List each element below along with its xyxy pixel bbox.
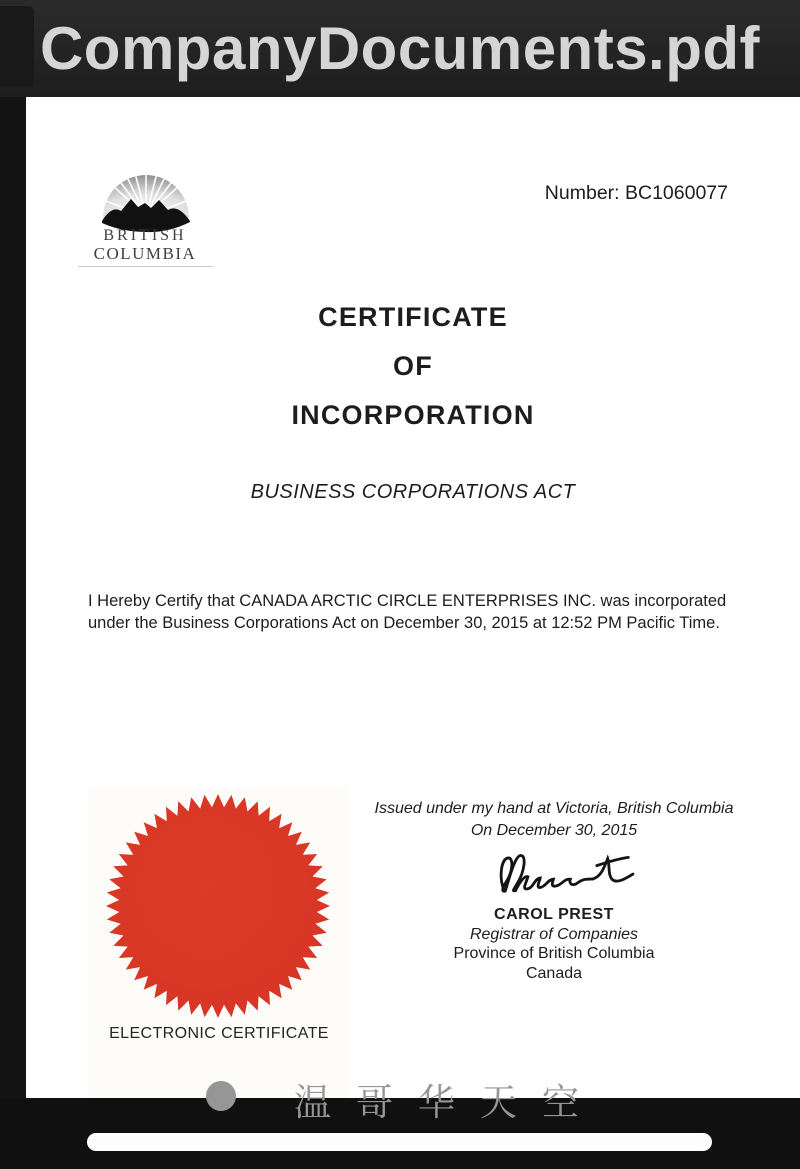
registrar-name: CAROL PREST	[494, 906, 614, 923]
certificate-title-line1: CERTIFICATE	[318, 302, 508, 332]
red-seal-icon	[103, 791, 333, 1021]
logo-underline	[78, 266, 213, 267]
logo-word-british: BRITISH	[103, 227, 187, 244]
document-filename: CompanyDocuments.pdf	[39, 15, 761, 82]
seal-starburst-shape	[106, 794, 330, 1018]
registrar-signature-icon	[492, 845, 642, 895]
registrar-country: Canada	[525, 964, 583, 982]
document-page[interactable]	[26, 97, 800, 1098]
bottom-bar	[0, 1082, 800, 1169]
incorporation-number: Number: BC1060077	[544, 182, 728, 204]
logo-word-columbia: COLUMBIA	[93, 244, 197, 263]
next-page-partial-text: 温哥华天空	[294, 1082, 604, 1123]
british-columbia-logo-icon	[102, 176, 190, 232]
act-name: BUSINESS CORPORATIONS ACT	[250, 481, 576, 503]
registrar-province: Province of British Columbia	[453, 945, 655, 962]
titlebar	[0, 0, 800, 97]
next-page-preview-strip	[0, 1082, 800, 1123]
issuance-line1: Issued under my hand at Victoria, British Columbia	[374, 800, 734, 817]
certification-statement: I Hereby Certify that CANADA ARCTIC CIRCLE ENTERPRISES INC. was incorporated under the Business Corporations Act on December 30, 2015 at 12:52 PM Pacific Time.	[88, 592, 727, 632]
registrar-title: Registrar of Companies	[469, 925, 639, 943]
seal-caption: ELECTRONIC CERTIFICATE	[109, 1025, 329, 1042]
issuance-block	[314, 798, 794, 842]
certificate-title	[26, 293, 800, 440]
british-columbia-logo-text	[54, 228, 236, 262]
home-indicator[interactable]	[87, 1133, 712, 1151]
next-page-circle-logo-icon	[206, 1081, 236, 1111]
certificate-title-line2: OF	[393, 351, 433, 381]
issuance-line2: On December 30, 2015	[470, 822, 638, 839]
certificate-title-line3: INCORPORATION	[291, 400, 535, 430]
registrar-block	[314, 905, 794, 983]
